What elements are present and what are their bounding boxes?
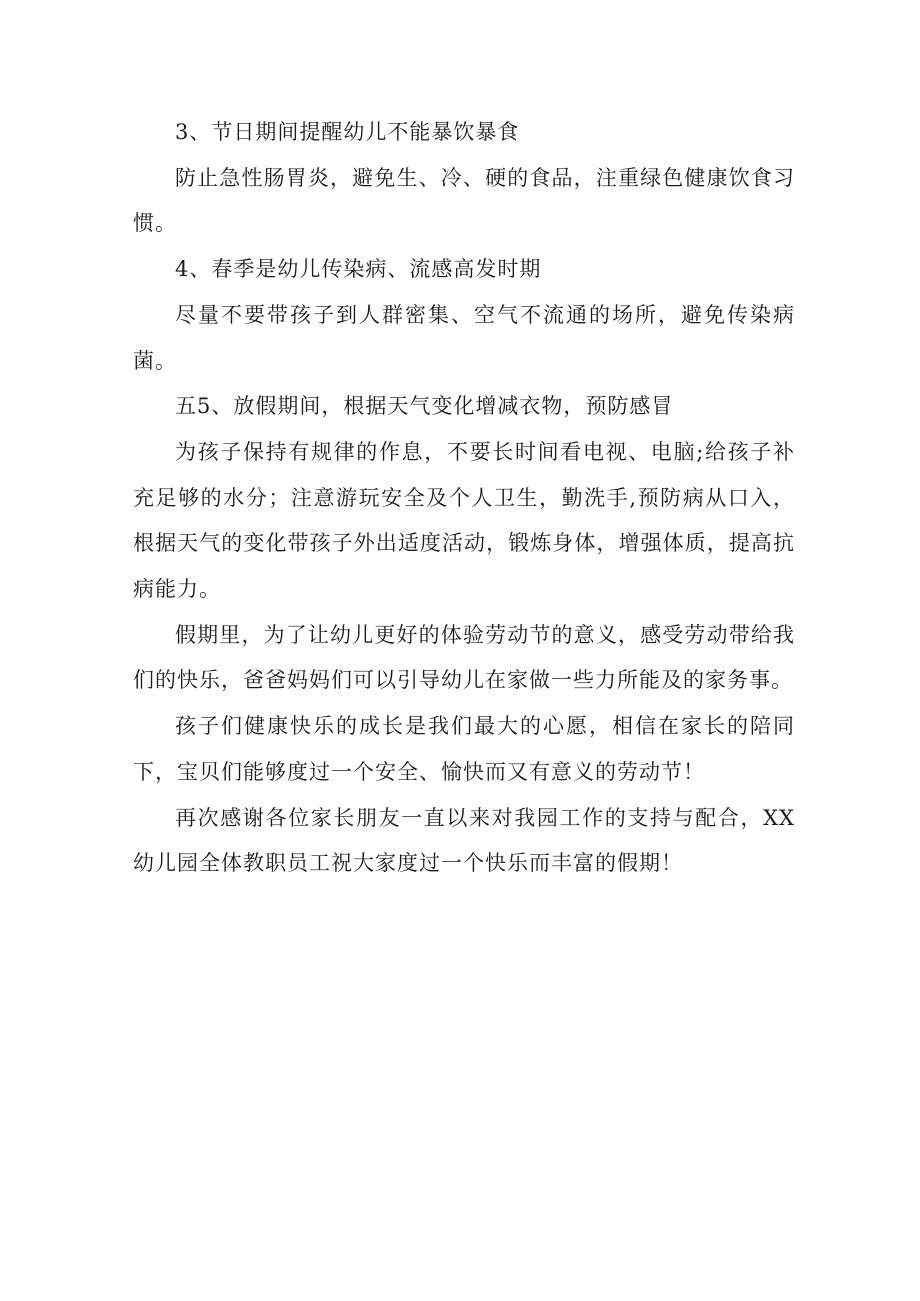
paragraph-labor-day: 假期里，为了让幼儿更好的体验劳动节的意义，感受劳动带给我们的快乐，爸爸妈妈们可以引导幼儿在家做一些力所能及的家务事。 <box>133 622 795 693</box>
paragraph-diet: 防止急性肠胃炎，避免生、冷、硬的食品，注重绿色健康饮食习惯。 <box>133 165 795 236</box>
section-heading-4: 4、春季是幼儿传染病、流感高发时期 <box>175 257 542 282</box>
section-heading-5: 五5、放假期间，根据天气变化增减衣物，预防感冒 <box>175 394 674 419</box>
paragraph-routine: 为孩子保持有规律的作息，不要长时间看电视、电脑;给孩子补充足够的水分；注意游玩安全及个人卫生，勤洗手,预防病从口入，根据天气的变化带孩子外出适度活动，锻炼身体，增强体质，提高抗病能力。 <box>133 439 795 602</box>
paragraph-infection: 尽量不要带孩子到人群密集、空气不流通的场所，避免传染病菌。 <box>133 302 795 373</box>
paragraph-thanks: 再次感谢各位家长朋友一直以来对我园工作的支持与配合，XX幼儿园全体教职员工祝大家度过一个快乐而丰富的假期！ <box>133 805 795 876</box>
section-heading-3: 3、节日期间提醒幼儿不能暴饮暴食 <box>175 120 520 144</box>
paragraph-wish: 孩子们健康快乐的成长是我们最大的心愿，相信在家长的陪同下，宝贝们能够度过一个安全、愉快而又有意义的劳动节！ <box>133 714 795 784</box>
document-body <box>133 110 795 887</box>
